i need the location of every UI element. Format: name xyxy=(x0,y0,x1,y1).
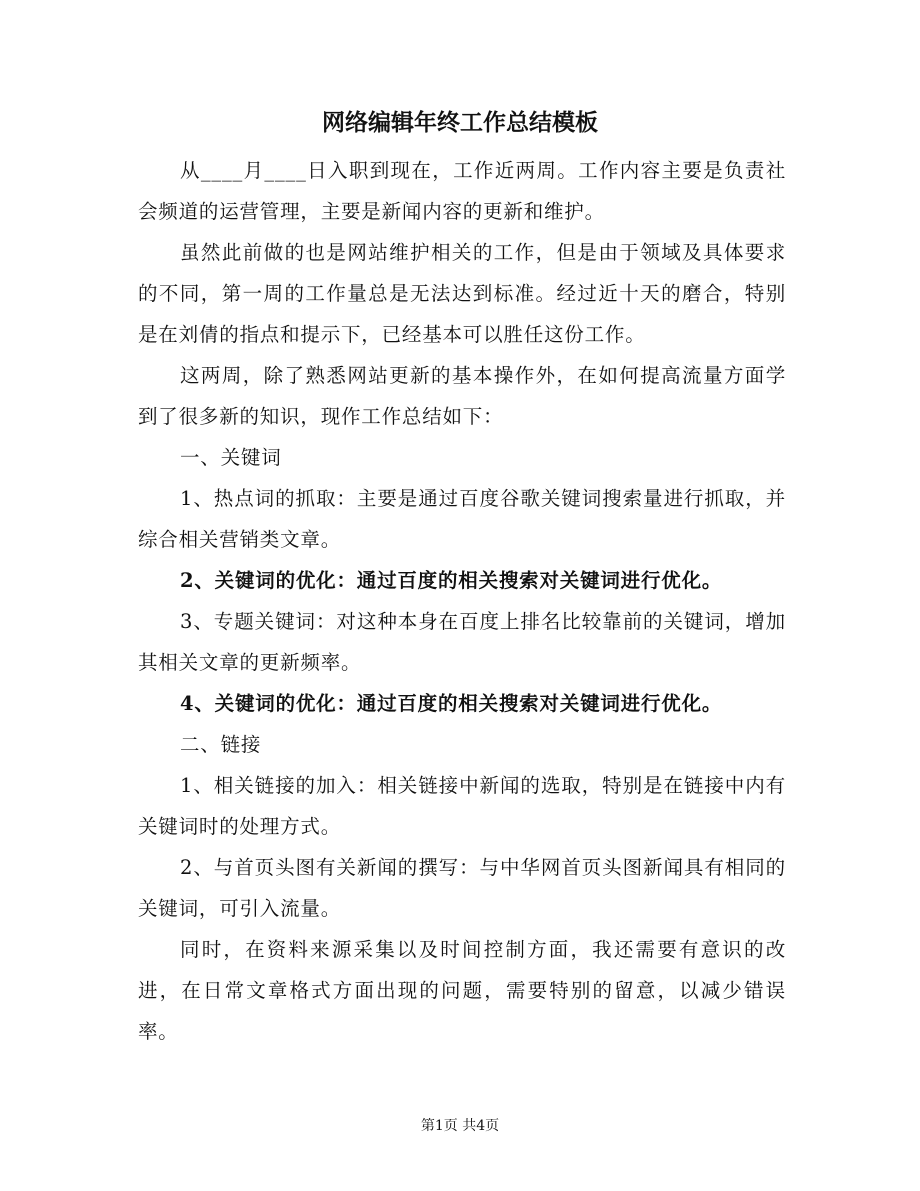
list-item-hot-words: 1、热点词的抓取：主要是通过百度谷歌关键词搜索量进行抓取，并综合相关营销类文章。 xyxy=(138,487,786,551)
list-item-keyword-optimization: 2、关键词的优化：通过百度的相关搜索对关键词进行优化。 xyxy=(180,569,723,592)
list-item-homepage-news: 2、与首页头图有关新闻的撰写：与中华网首页头图新闻具有相同的关键词，可引入流量。 xyxy=(138,856,786,920)
document-title: 网络编辑年终工作总结模板 xyxy=(322,109,598,136)
list-item-keyword-optimization-repeat: 4、关键词的优化：通过百度的相关搜索对关键词进行优化。 xyxy=(180,692,723,715)
paragraph-background: 虽然此前做的也是网站维护相关的工作，但是由于领域及具体要求的不同，第一周的工作量总是无法达到标准。经过近十天的磨合，特别是在刘倩的指点和提示下，已经基本可以胜任这份工作。 xyxy=(138,241,786,346)
page-number-footer: 第1页 共4页 xyxy=(420,1118,500,1134)
section-heading-keywords: 一、关键词 xyxy=(180,446,282,469)
section-heading-links: 二、链接 xyxy=(180,733,262,756)
list-item-topic-keywords: 3、专题关键词：对这种本身在百度上排名比较靠前的关键词，增加其相关文章的更新频率。 xyxy=(138,610,786,674)
paragraph-summary-lead: 这两周，除了熟悉网站更新的基本操作外，在如何提高流量方面学到了很多新的知识，现作工作总结如下： xyxy=(138,364,786,428)
document-body xyxy=(138,150,786,1052)
list-item-related-links: 1、相关链接的加入：相关链接中新闻的选取，特别是在链接中内有关键词时的处理方式。 xyxy=(138,774,786,838)
paragraph-conclusion: 同时，在资料来源采集以及时间控制方面，我还需要有意识的改进，在日常文章格式方面出现的问题，需要特别的留意，以减少错误率。 xyxy=(138,938,786,1043)
paragraph-intro: 从____月____日入职到现在，工作近两周。工作内容主要是负责社会频道的运营管理，主要是新闻内容的更新和维护。 xyxy=(138,159,786,223)
